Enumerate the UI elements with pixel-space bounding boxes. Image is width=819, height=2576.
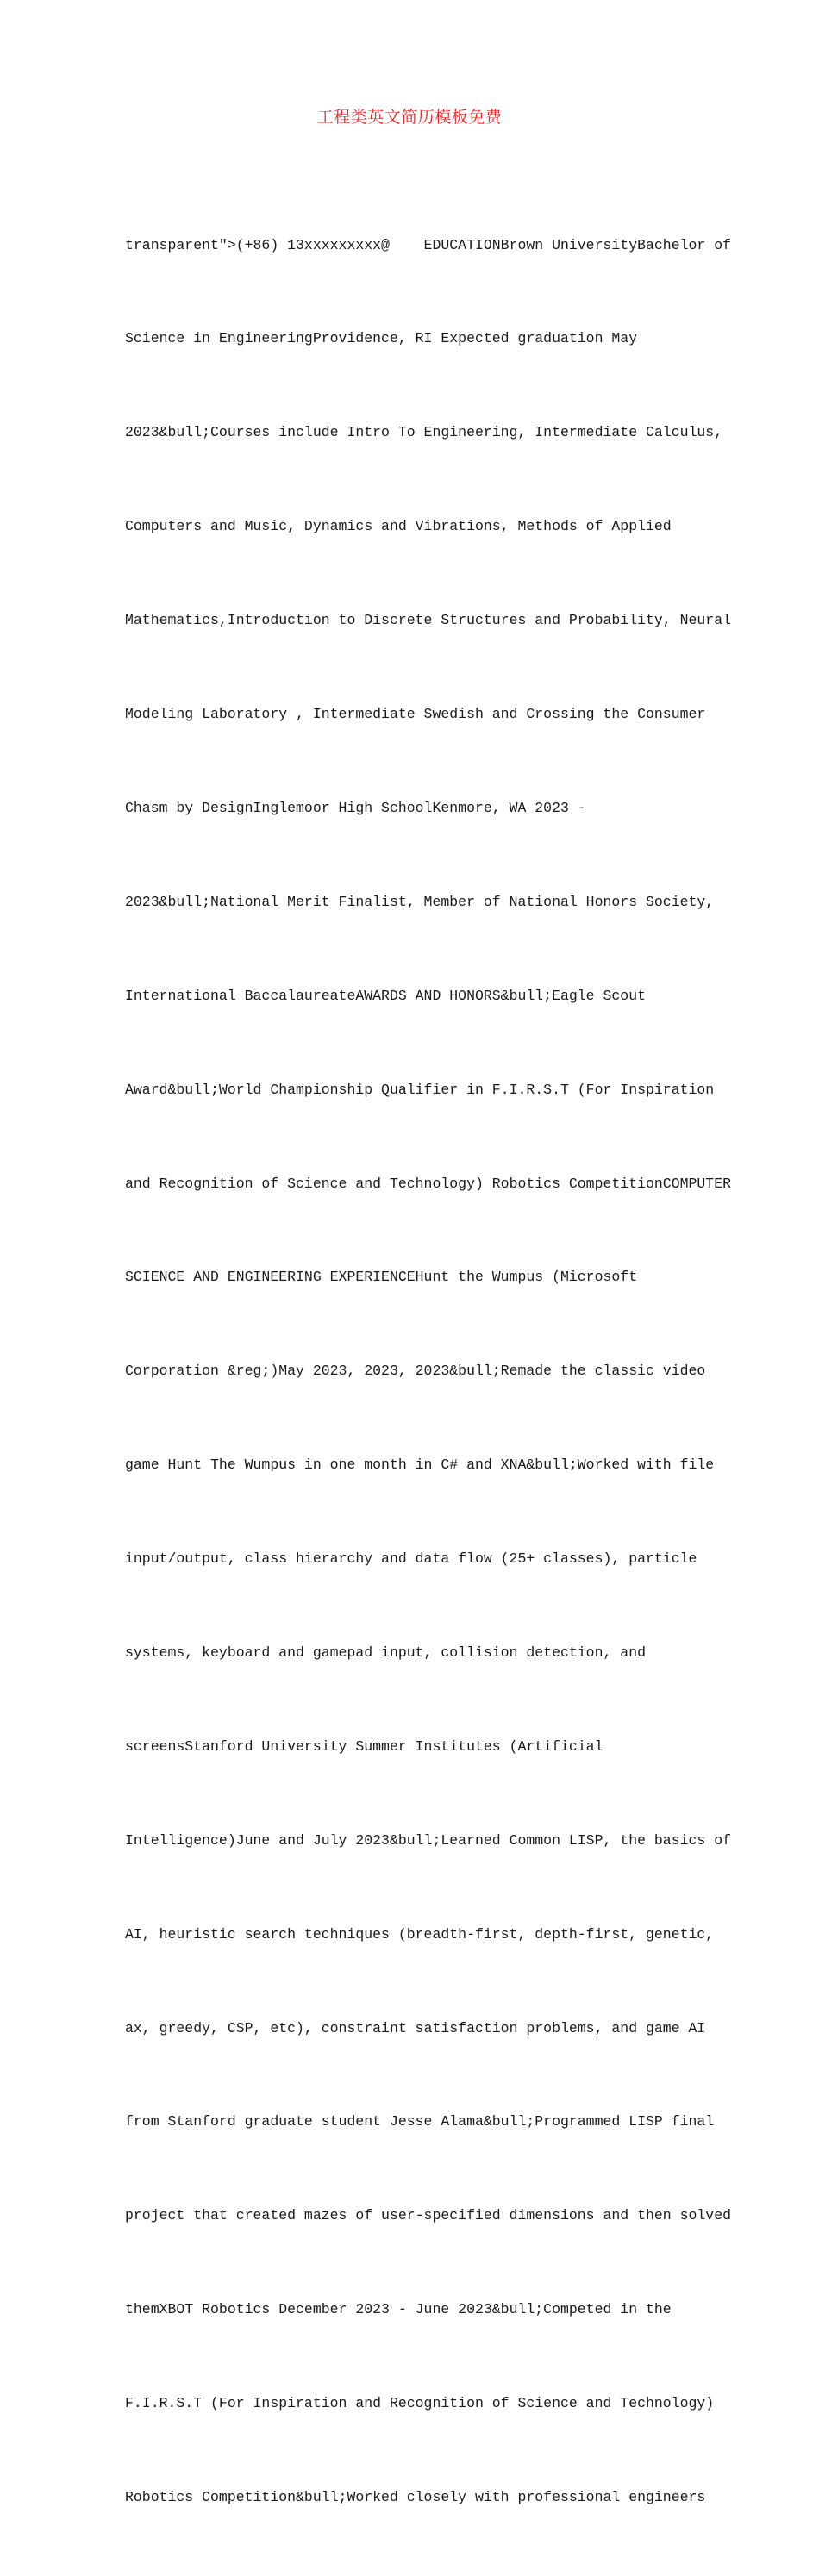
body-line: International BaccalaureateAWARDS AND HONORS&bull;Eagle Scout bbox=[125, 987, 646, 1004]
body-line: Corporation &reg;)May 2023, 2023, 2023&bull;Remade the classic video bbox=[125, 1363, 706, 1380]
body-line: input/output, class hierarchy and data flow (25+ classes), particle bbox=[125, 1550, 697, 1568]
body-line: Award&bull;World Championship Qualifier in F.I.R.S.T (For Inspiration bbox=[125, 1081, 715, 1098]
body-line: Modeling Laboratory , Intermediate Swedish and Crossing the Consumer bbox=[125, 706, 706, 723]
body-line: Chasm by DesignInglemoor High SchoolKenmore, WA 2023 - bbox=[125, 799, 586, 816]
body-line: game Hunt The Wumpus in one month in C# and XNA&bull;Worked with file bbox=[125, 1456, 715, 1474]
body-line: SCIENCE AND ENGINEERING EXPERIENCEHunt the Wumpus (Microsoft bbox=[125, 1269, 638, 1286]
body-line: transparent">(+86) 13xxxxxxxxx@ EDUCATIONBrown UniversityBachelor of bbox=[125, 236, 732, 253]
body-line: and Recognition of Science and Technology) Robotics CompetitionCOMPUTER bbox=[125, 1175, 732, 1192]
document-title: 工程类英文简历模板免费 bbox=[316, 108, 503, 127]
body-line: screensStanford University Summer Institutes (Artificial bbox=[125, 1737, 603, 1755]
body-line: AI, heuristic search techniques (breadth-first, depth-first, genetic, bbox=[125, 1925, 715, 1943]
body-line: Robotics Competition&bull;Worked closely with professional engineers bbox=[125, 2488, 706, 2505]
document-body bbox=[125, 167, 732, 2576]
body-line: F.I.R.S.T (For Inspiration and Recognition of Science and Technology) bbox=[125, 2395, 715, 2412]
body-line: 2023&bull;Courses include Intro To Engineering, Intermediate Calculus, bbox=[125, 424, 723, 441]
body-line: Science in EngineeringProvidence, RI Expected graduation May bbox=[125, 330, 638, 347]
body-line: 2023&bull;National Merit Finalist, Member of National Honors Society, bbox=[125, 893, 715, 910]
body-line: project that created mazes of user-specified dimensions and then solved bbox=[125, 2207, 732, 2224]
body-line: Intelligence)June and July 2023&bull;Learned Common LISP, the basics of bbox=[125, 1831, 732, 1849]
body-line: Computers and Music, Dynamics and Vibrations, Methods of Applied bbox=[125, 518, 672, 535]
body-line: from Stanford graduate student Jesse Alama&bull;Programmed LISP final bbox=[125, 2113, 715, 2130]
body-line: ax, greedy, CSP, etc), constraint satisfaction problems, and game AI bbox=[125, 2019, 706, 2036]
body-line: systems, keyboard and gamepad input, collision detection, and bbox=[125, 1644, 646, 1661]
body-line: Mathematics,Introduction to Discrete Structures and Probability, Neural bbox=[125, 612, 732, 629]
body-line: themXBOT Robotics December 2023 - June 2023&bull;Competed in the bbox=[125, 2301, 672, 2318]
